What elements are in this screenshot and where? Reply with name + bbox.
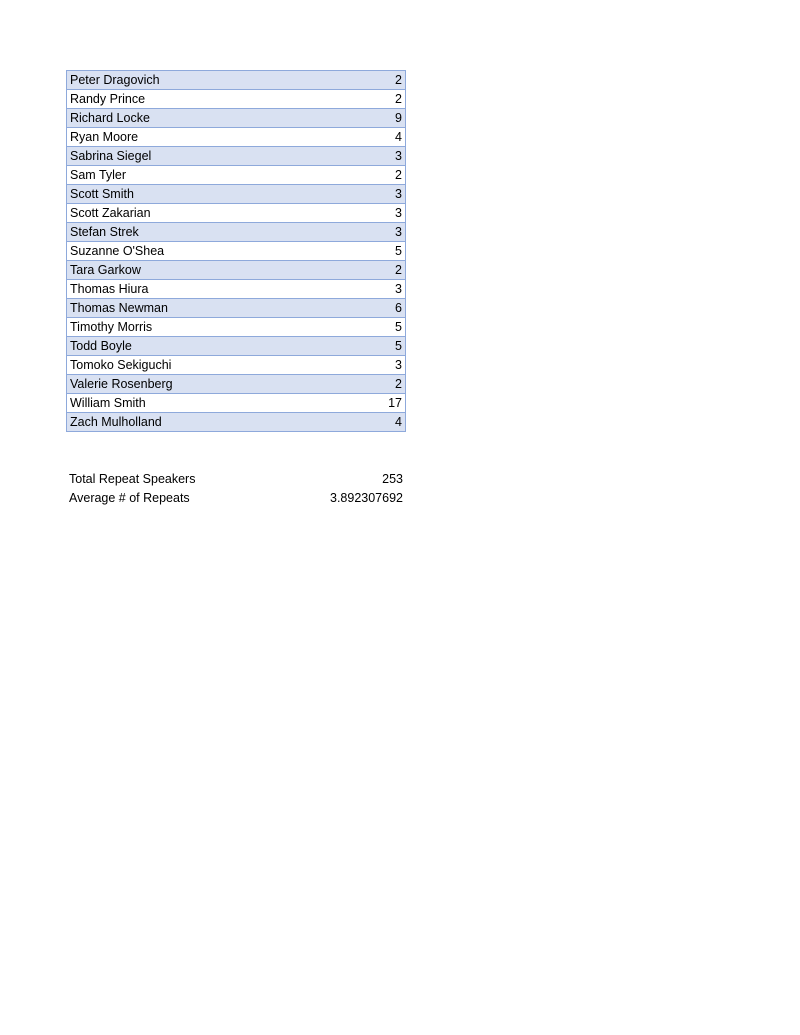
speaker-name-cell[interactable]: Thomas Hiura [67,280,320,299]
speaker-count-cell[interactable]: 5 [319,318,406,337]
table-row [67,337,406,356]
speaker-name-cell[interactable]: Scott Smith [67,185,320,204]
speaker-name-cell[interactable]: William Smith [67,394,320,413]
speaker-count-cell[interactable]: 3 [319,280,406,299]
table-row [67,147,406,166]
table-row [67,223,406,242]
table-row [67,109,406,128]
speaker-name-cell[interactable]: Todd Boyle [67,337,320,356]
table-row [67,318,406,337]
speaker-name-cell[interactable]: Valerie Rosenberg [67,375,320,394]
table-row [67,299,406,318]
speaker-count-cell[interactable]: 6 [319,299,406,318]
speaker-name-cell[interactable]: Suzanne O'Shea [67,242,320,261]
speaker-count-cell[interactable]: 2 [319,90,406,109]
speaker-name-cell[interactable]: Sabrina Siegel [67,147,320,166]
total-repeat-speakers-row [66,470,406,489]
table-row [67,280,406,299]
speaker-count-cell[interactable]: 2 [319,166,406,185]
table-row [67,261,406,280]
speaker-count-cell[interactable]: 4 [319,128,406,147]
speaker-name-cell[interactable]: Tara Garkow [67,261,320,280]
speaker-count-cell[interactable]: 3 [319,185,406,204]
speaker-name-cell[interactable]: Zach Mulholland [67,413,320,432]
table-row [67,413,406,432]
total-repeat-speakers-label: Total Repeat Speakers [69,472,196,486]
table-row [67,375,406,394]
speaker-name-cell[interactable]: Randy Prince [67,90,320,109]
table-row [67,128,406,147]
speaker-name-cell[interactable]: Tomoko Sekiguchi [67,356,320,375]
speaker-count-cell[interactable]: 2 [319,261,406,280]
average-repeats-label: Average # of Repeats [69,491,190,505]
speaker-rows [67,71,406,432]
average-repeats-value: 3.892307692 [330,491,403,505]
speaker-name-cell[interactable]: Sam Tyler [67,166,320,185]
speaker-count-cell[interactable]: 2 [319,71,406,90]
speaker-name-cell[interactable]: Thomas Newman [67,299,320,318]
table-row [67,356,406,375]
speaker-name-cell[interactable]: Stefan Strek [67,223,320,242]
speaker-count-cell[interactable]: 4 [319,413,406,432]
speaker-name-cell[interactable]: Richard Locke [67,109,320,128]
table-row [67,394,406,413]
speaker-name-cell[interactable]: Timothy Morris [67,318,320,337]
speaker-name-cell[interactable]: Ryan Moore [67,128,320,147]
total-repeat-speakers-value: 253 [382,472,403,486]
speaker-name-cell[interactable]: Peter Dragovich [67,71,320,90]
speaker-count-cell[interactable]: 3 [319,223,406,242]
speaker-count-cell[interactable]: 9 [319,109,406,128]
table-row [67,204,406,223]
table-row [67,185,406,204]
speaker-count-cell[interactable]: 3 [319,147,406,166]
speaker-count-cell[interactable]: 5 [319,337,406,356]
table-row [67,166,406,185]
speaker-count-cell[interactable]: 5 [319,242,406,261]
table-row [67,242,406,261]
speaker-count-cell[interactable]: 17 [319,394,406,413]
speaker-table [66,70,406,432]
speaker-name-cell[interactable]: Scott Zakarian [67,204,320,223]
average-repeats-row [66,489,406,508]
speaker-count-cell[interactable]: 2 [319,375,406,394]
speaker-count-cell[interactable]: 3 [319,204,406,223]
table-row [67,71,406,90]
speaker-count-cell[interactable]: 3 [319,356,406,375]
summary-block [66,470,406,508]
table-row [67,90,406,109]
